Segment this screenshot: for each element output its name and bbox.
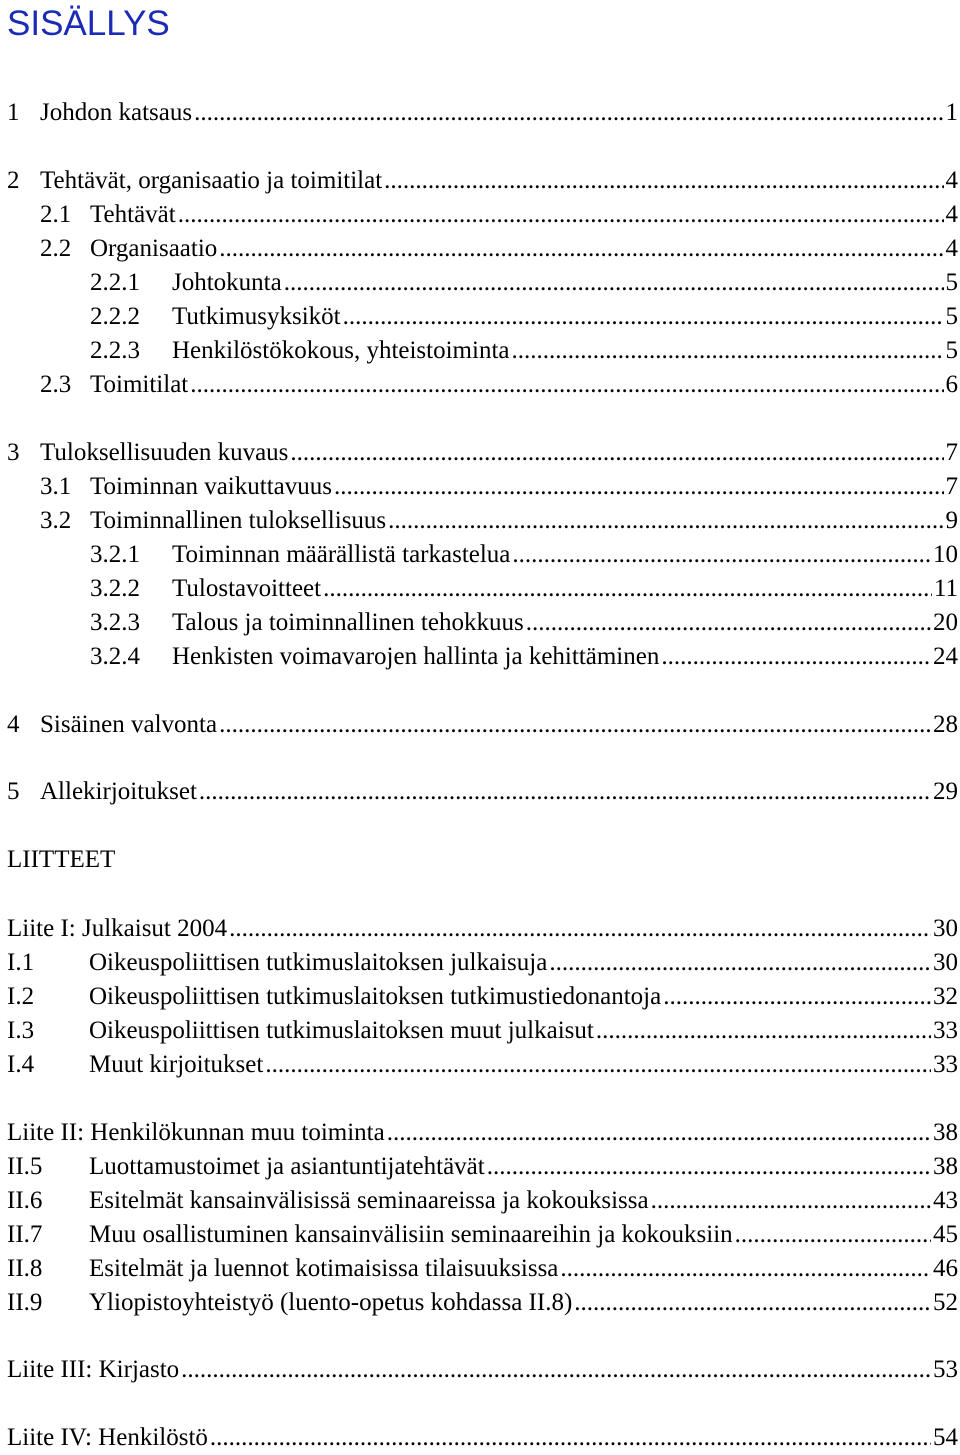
toc-number: II.8 (7, 1255, 43, 1282)
dot-leader (735, 1218, 931, 1252)
toc-label: Toiminnan vaikuttavuus (90, 473, 332, 500)
dot-leader (199, 775, 931, 809)
toc-number: 3 (7, 439, 20, 466)
toc-label: Organisaatio (90, 235, 218, 262)
toc-label: Toiminnallinen tuloksellisuus (90, 507, 387, 534)
toc-entry[interactable] (40, 198, 958, 232)
toc-label: Tutkimusyksiköt (172, 303, 341, 330)
dot-leader (526, 606, 931, 640)
toc-entry[interactable] (90, 640, 958, 674)
toc-number: 2.2 (40, 235, 72, 262)
toc-label: Tulostavoitteet (172, 575, 322, 602)
toc-number: 3.2.3 (90, 609, 140, 636)
dot-leader (549, 946, 931, 980)
toc-number: II.9 (7, 1289, 43, 1316)
toc-entry[interactable] (90, 266, 958, 300)
toc-number: 3.1 (40, 473, 72, 500)
toc-page: 45 (933, 1221, 958, 1248)
toc-label: Liite IV: Henkilöstö (7, 1424, 208, 1451)
toc-page: 33 (933, 1017, 958, 1044)
toc-page: 54 (933, 1424, 958, 1451)
toc-entry[interactable] (7, 946, 958, 980)
dot-leader (560, 1252, 931, 1286)
toc-page: 4 (945, 167, 958, 194)
toc-page: 38 (933, 1119, 958, 1146)
toc-entry[interactable] (7, 775, 958, 809)
toc-label: Toimitilat (90, 371, 189, 398)
toc-entry[interactable] (7, 1421, 958, 1455)
toc-label: Liite II: Henkilökunnan muu toiminta (7, 1119, 385, 1146)
toc-label: Toiminnan määrällistä tarkastelua (172, 541, 511, 568)
dot-leader (190, 368, 943, 402)
toc-entry[interactable] (7, 436, 958, 470)
dot-leader (512, 538, 931, 572)
toc-entry[interactable] (7, 1184, 958, 1218)
toc-label: Talous ja toiminnallinen tehokkuus (172, 609, 524, 636)
dot-leader (334, 470, 944, 504)
toc-page: 4 (945, 235, 958, 262)
toc-entry[interactable] (7, 1286, 958, 1320)
toc-label: Luottamustoimet ja asiantuntijatehtävät (89, 1153, 485, 1180)
toc-entry[interactable] (90, 606, 958, 640)
toc-page: 28 (933, 711, 958, 738)
toc-page: 38 (933, 1153, 958, 1180)
toc-number: II.6 (7, 1187, 43, 1214)
dot-leader (574, 1286, 931, 1320)
toc-label: Johdon katsaus (40, 99, 193, 126)
toc-page: 5 (945, 337, 958, 364)
toc-number: 2.2.1 (90, 269, 140, 296)
toc-label: Allekirjoitukset (40, 778, 197, 805)
toc-number: I.2 (7, 983, 35, 1010)
toc-number: I.4 (7, 1051, 35, 1078)
dot-leader (194, 96, 943, 130)
toc-number: 3.2 (40, 507, 72, 534)
toc-page: 30 (933, 949, 958, 976)
toc-page: 10 (933, 541, 958, 568)
toc-label: Tehtävät, organisaatio ja toimitilat (40, 167, 383, 194)
toc-label: Liite I: Julkaisut 2004 (7, 915, 228, 942)
toc-page: 5 (945, 269, 958, 296)
toc-page: 53 (933, 1356, 958, 1383)
toc-number: 3.2.1 (90, 541, 140, 568)
toc-number: 2 (7, 167, 20, 194)
toc-page: 33 (933, 1051, 958, 1078)
toc-page: 5 (945, 303, 958, 330)
toc-number: 4 (7, 711, 20, 738)
toc-entry[interactable] (90, 334, 958, 368)
dot-leader (229, 912, 931, 946)
toc-page: 29 (933, 778, 958, 805)
toc-number: 2.2.3 (90, 337, 140, 364)
dot-leader (323, 572, 932, 606)
toc-entry[interactable] (90, 538, 958, 572)
toc-number: 5 (7, 778, 20, 805)
toc-label: Tuloksellisuuden kuvaus (40, 439, 289, 466)
appendix-heading: LIITTEET (7, 846, 116, 873)
toc-entry[interactable] (40, 232, 958, 266)
toc-number: 2.1 (40, 201, 72, 228)
toc-page: 24 (933, 643, 958, 670)
toc-entry[interactable] (7, 1218, 958, 1252)
dot-leader (210, 1421, 931, 1455)
toc-page: 7 (945, 439, 958, 466)
toc-entry[interactable] (7, 1116, 958, 1150)
toc-label: Johtokunta (172, 269, 282, 296)
toc-page: 11 (933, 575, 958, 602)
toc-label: Henkilöstökokous, yhteistoiminta (172, 337, 510, 364)
toc-label: Tehtävät (90, 201, 176, 228)
toc-entry[interactable] (7, 1150, 958, 1184)
toc-label: Yliopistoyhteistyö (luento-opetus kohdassa II.8) (89, 1289, 573, 1316)
toc-page: 20 (933, 609, 958, 636)
toc-label: Esitelmät ja luennot kotimaisissa tilaisuuksissa (89, 1255, 559, 1282)
toc-entry[interactable] (7, 96, 958, 130)
toc-number: II.5 (7, 1153, 43, 1180)
toc-label: Oikeuspoliittisen tutkimuslaitoksen julkaisuja (89, 949, 548, 976)
toc-entry[interactable] (40, 504, 958, 538)
toc-label: Sisäinen valvonta (40, 711, 218, 738)
toc-entry[interactable] (7, 912, 958, 946)
toc-number: 2.3 (40, 371, 72, 398)
dot-leader (290, 436, 943, 470)
toc-page: 7 (945, 473, 958, 500)
toc-number: I.3 (7, 1017, 35, 1044)
dot-leader (512, 334, 944, 368)
toc-entry[interactable] (90, 300, 958, 334)
dot-leader (661, 640, 931, 674)
toc-page: 6 (945, 371, 958, 398)
toc-label: Oikeuspoliittisen tutkimuslaitoksen muut julkaisut (89, 1017, 594, 1044)
toc-entry[interactable] (7, 1353, 958, 1387)
toc-page: 4 (945, 201, 958, 228)
dot-leader (596, 1014, 931, 1048)
toc-page: 46 (933, 1255, 958, 1282)
toc-page: 9 (945, 507, 958, 534)
dot-leader (384, 164, 943, 198)
dot-leader (388, 504, 943, 538)
dot-leader (178, 198, 944, 232)
toc-entry[interactable] (40, 470, 958, 504)
toc-number: I.1 (7, 949, 35, 976)
toc-label: Esitelmät kansainvälisissä seminaareissa ja kokouksissa (89, 1187, 649, 1214)
toc-entry[interactable] (7, 708, 958, 742)
toc-page: 1 (945, 99, 958, 126)
toc-entry[interactable] (7, 1048, 958, 1082)
dot-leader (663, 980, 931, 1014)
toc-entry[interactable] (7, 164, 958, 198)
dot-leader (219, 708, 931, 742)
toc-label: Liite III: Kirjasto (7, 1356, 180, 1383)
toc-number: 1 (7, 99, 20, 126)
page-title: SISÄLLYS (7, 4, 170, 43)
dot-leader (219, 232, 943, 266)
toc-entry[interactable] (7, 1252, 958, 1286)
toc-number: II.7 (7, 1221, 43, 1248)
toc-entry[interactable] (7, 980, 958, 1014)
toc-label: Muut kirjoitukset (89, 1051, 264, 1078)
dot-leader (181, 1353, 931, 1387)
toc-number: 3.2.2 (90, 575, 140, 602)
toc-entry[interactable] (7, 1014, 958, 1048)
toc-label: Muu osallistuminen kansainvälisiin seminaareihin ja kokouksiin (89, 1221, 733, 1248)
toc-page: 52 (933, 1289, 958, 1316)
dot-leader (387, 1116, 931, 1150)
toc-number: 2.2.2 (90, 303, 140, 330)
dot-leader (343, 300, 944, 334)
toc-entry[interactable] (40, 368, 958, 402)
toc-page: 43 (933, 1187, 958, 1214)
toc-label: Henkisten voimavarojen hallinta ja kehittäminen (172, 643, 660, 670)
dot-leader (265, 1048, 931, 1082)
toc-page: 32 (933, 983, 958, 1010)
toc-entry[interactable] (90, 572, 958, 606)
dot-leader (284, 266, 944, 300)
toc-page: 30 (933, 915, 958, 942)
dot-leader (651, 1184, 931, 1218)
toc-label: Oikeuspoliittisen tutkimuslaitoksen tutkimustiedonantoja (89, 983, 662, 1010)
toc-number: 3.2.4 (90, 643, 140, 670)
dot-leader (487, 1150, 931, 1184)
